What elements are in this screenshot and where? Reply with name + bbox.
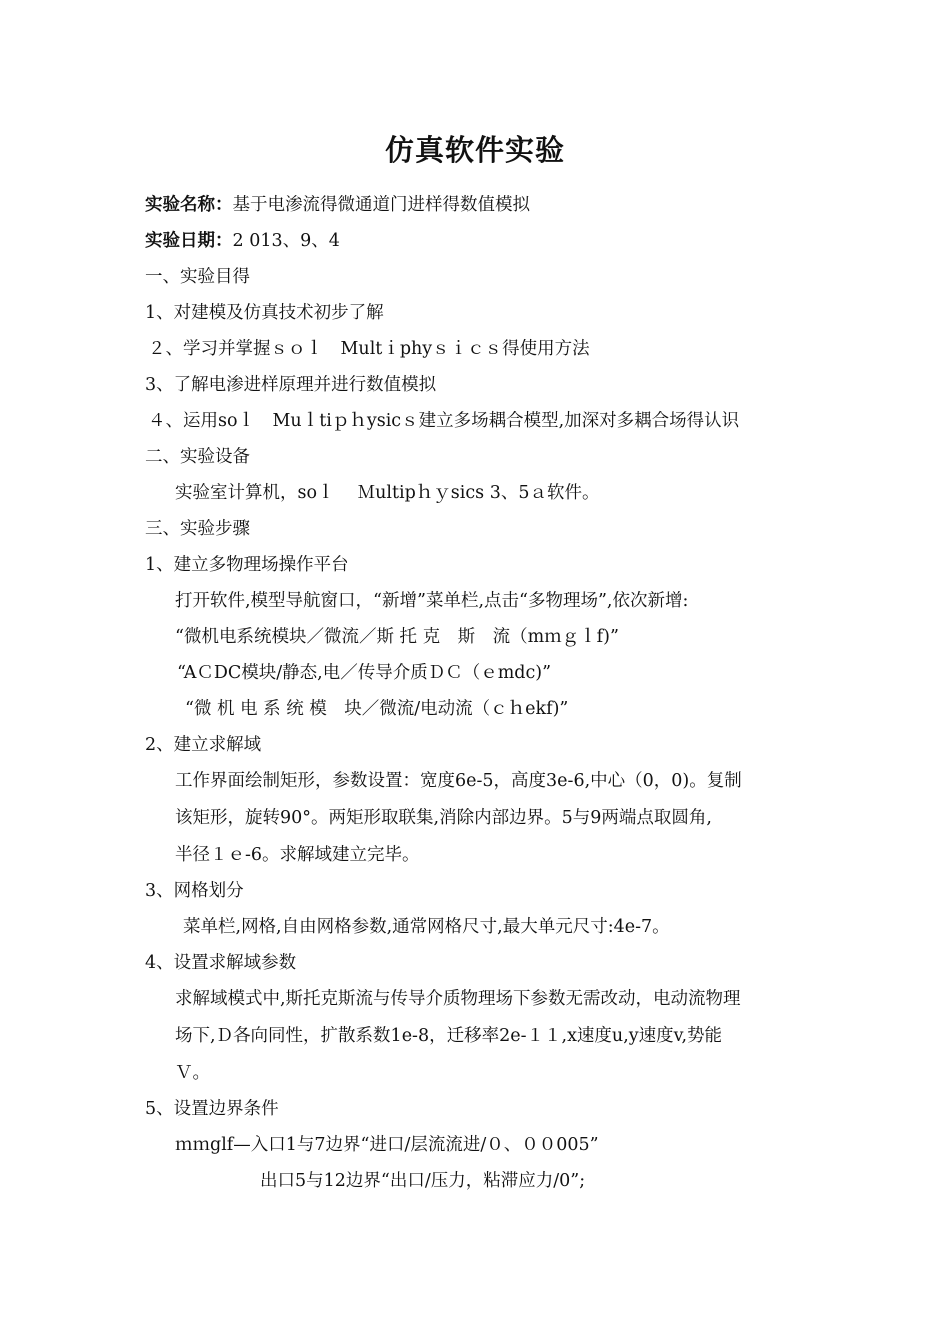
experiment-name-label: 实验名称： [145, 195, 233, 215]
experiment-date-row [145, 229, 340, 253]
document-title: 仿真软件实验 [384, 133, 565, 167]
step-heading: 1、建立多物理场操作平台 [145, 555, 349, 575]
experiment-name-row [145, 193, 530, 217]
experiment-name-value: 基于电渗流得微通道门进样得数值模拟 [232, 195, 530, 215]
experiment-date-value: 2 013、9、4 [232, 231, 340, 251]
module-item: “微机电系统模块／微流／斯 托 克 斯 流（mｍｇｌf)” [175, 627, 619, 647]
boundary-outlet-text: 出口5与12边界“出口/压力，粘滞应力/0”; [260, 1171, 586, 1191]
module-item: “微 机 电 系 统 模 块／微流/电动流（ｃｈekf)” [185, 699, 569, 719]
step-text: 半径１ｅ-6。求解域建立完毕。 [175, 845, 420, 865]
section-heading-steps: 三、实验步骤 [145, 519, 250, 539]
step-text: 菜单栏,网格,自由网格参数,通常网格尺寸,最大单元尺寸:4e-7。 [183, 917, 670, 937]
step-text: 该矩形，旋转90°。两矩形取联集,消除内部边界。5与9两端点取圆角, [175, 808, 712, 828]
section-heading-equipment: 二、实验设备 [145, 447, 250, 467]
purpose-item: ４、运用soｌ Muｌtiｐｈysicｓ建立多场耦合模型,加深对多耦合场得认识 [148, 411, 740, 431]
step-text: Ｖ。 [175, 1063, 210, 1083]
purpose-item: 3、了解电渗进样原理并进行数值模拟 [145, 375, 437, 395]
step-heading: 3、网格划分 [145, 881, 244, 901]
equipment-text: 实验室计算机，soｌ Ｍultipｈｙsics 3、5ａ软件。 [175, 483, 600, 503]
step-text: 场下,Ｄ各向同性，扩散系数1e-8，迁移率2e-１１,x速度u,y速度v,势能 [175, 1026, 723, 1046]
boundary-inlet-text: ｍｍglf—入口1与7边界“进口/层流流进/０、００005” [175, 1135, 599, 1155]
step-heading: 2、建立求解域 [145, 735, 262, 755]
step-text: 工作界面绘制矩形，参数设置：宽度6e-5，高度3e-6,中心（0，0)。复制 [175, 771, 742, 791]
section-heading-purpose: 一、实验目得 [145, 267, 250, 287]
step-heading: 4、设置求解域参数 [145, 953, 297, 973]
purpose-item: ２、学习并掌握ｓｏｌ Multｉphyｓｉｃｓ得使用方法 [148, 339, 590, 359]
experiment-date-label: 实验日期： [145, 231, 233, 251]
step-heading: 5、设置边界条件 [145, 1099, 279, 1119]
step-text: 打开软件,模型导航窗口，“新增”菜单栏,点击“多物理场”,依次新增: [175, 591, 689, 611]
step-text: 求解域模式中,斯托克斯流与传导介质物理场下参数无需改动，电动流物理 [175, 989, 741, 1009]
module-item: “AＣDC模块/静态,电／传导介质ＤＣ（ｅmdc)” [177, 663, 552, 683]
purpose-item: 1、对建模及仿真技术初步了解 [145, 303, 384, 323]
